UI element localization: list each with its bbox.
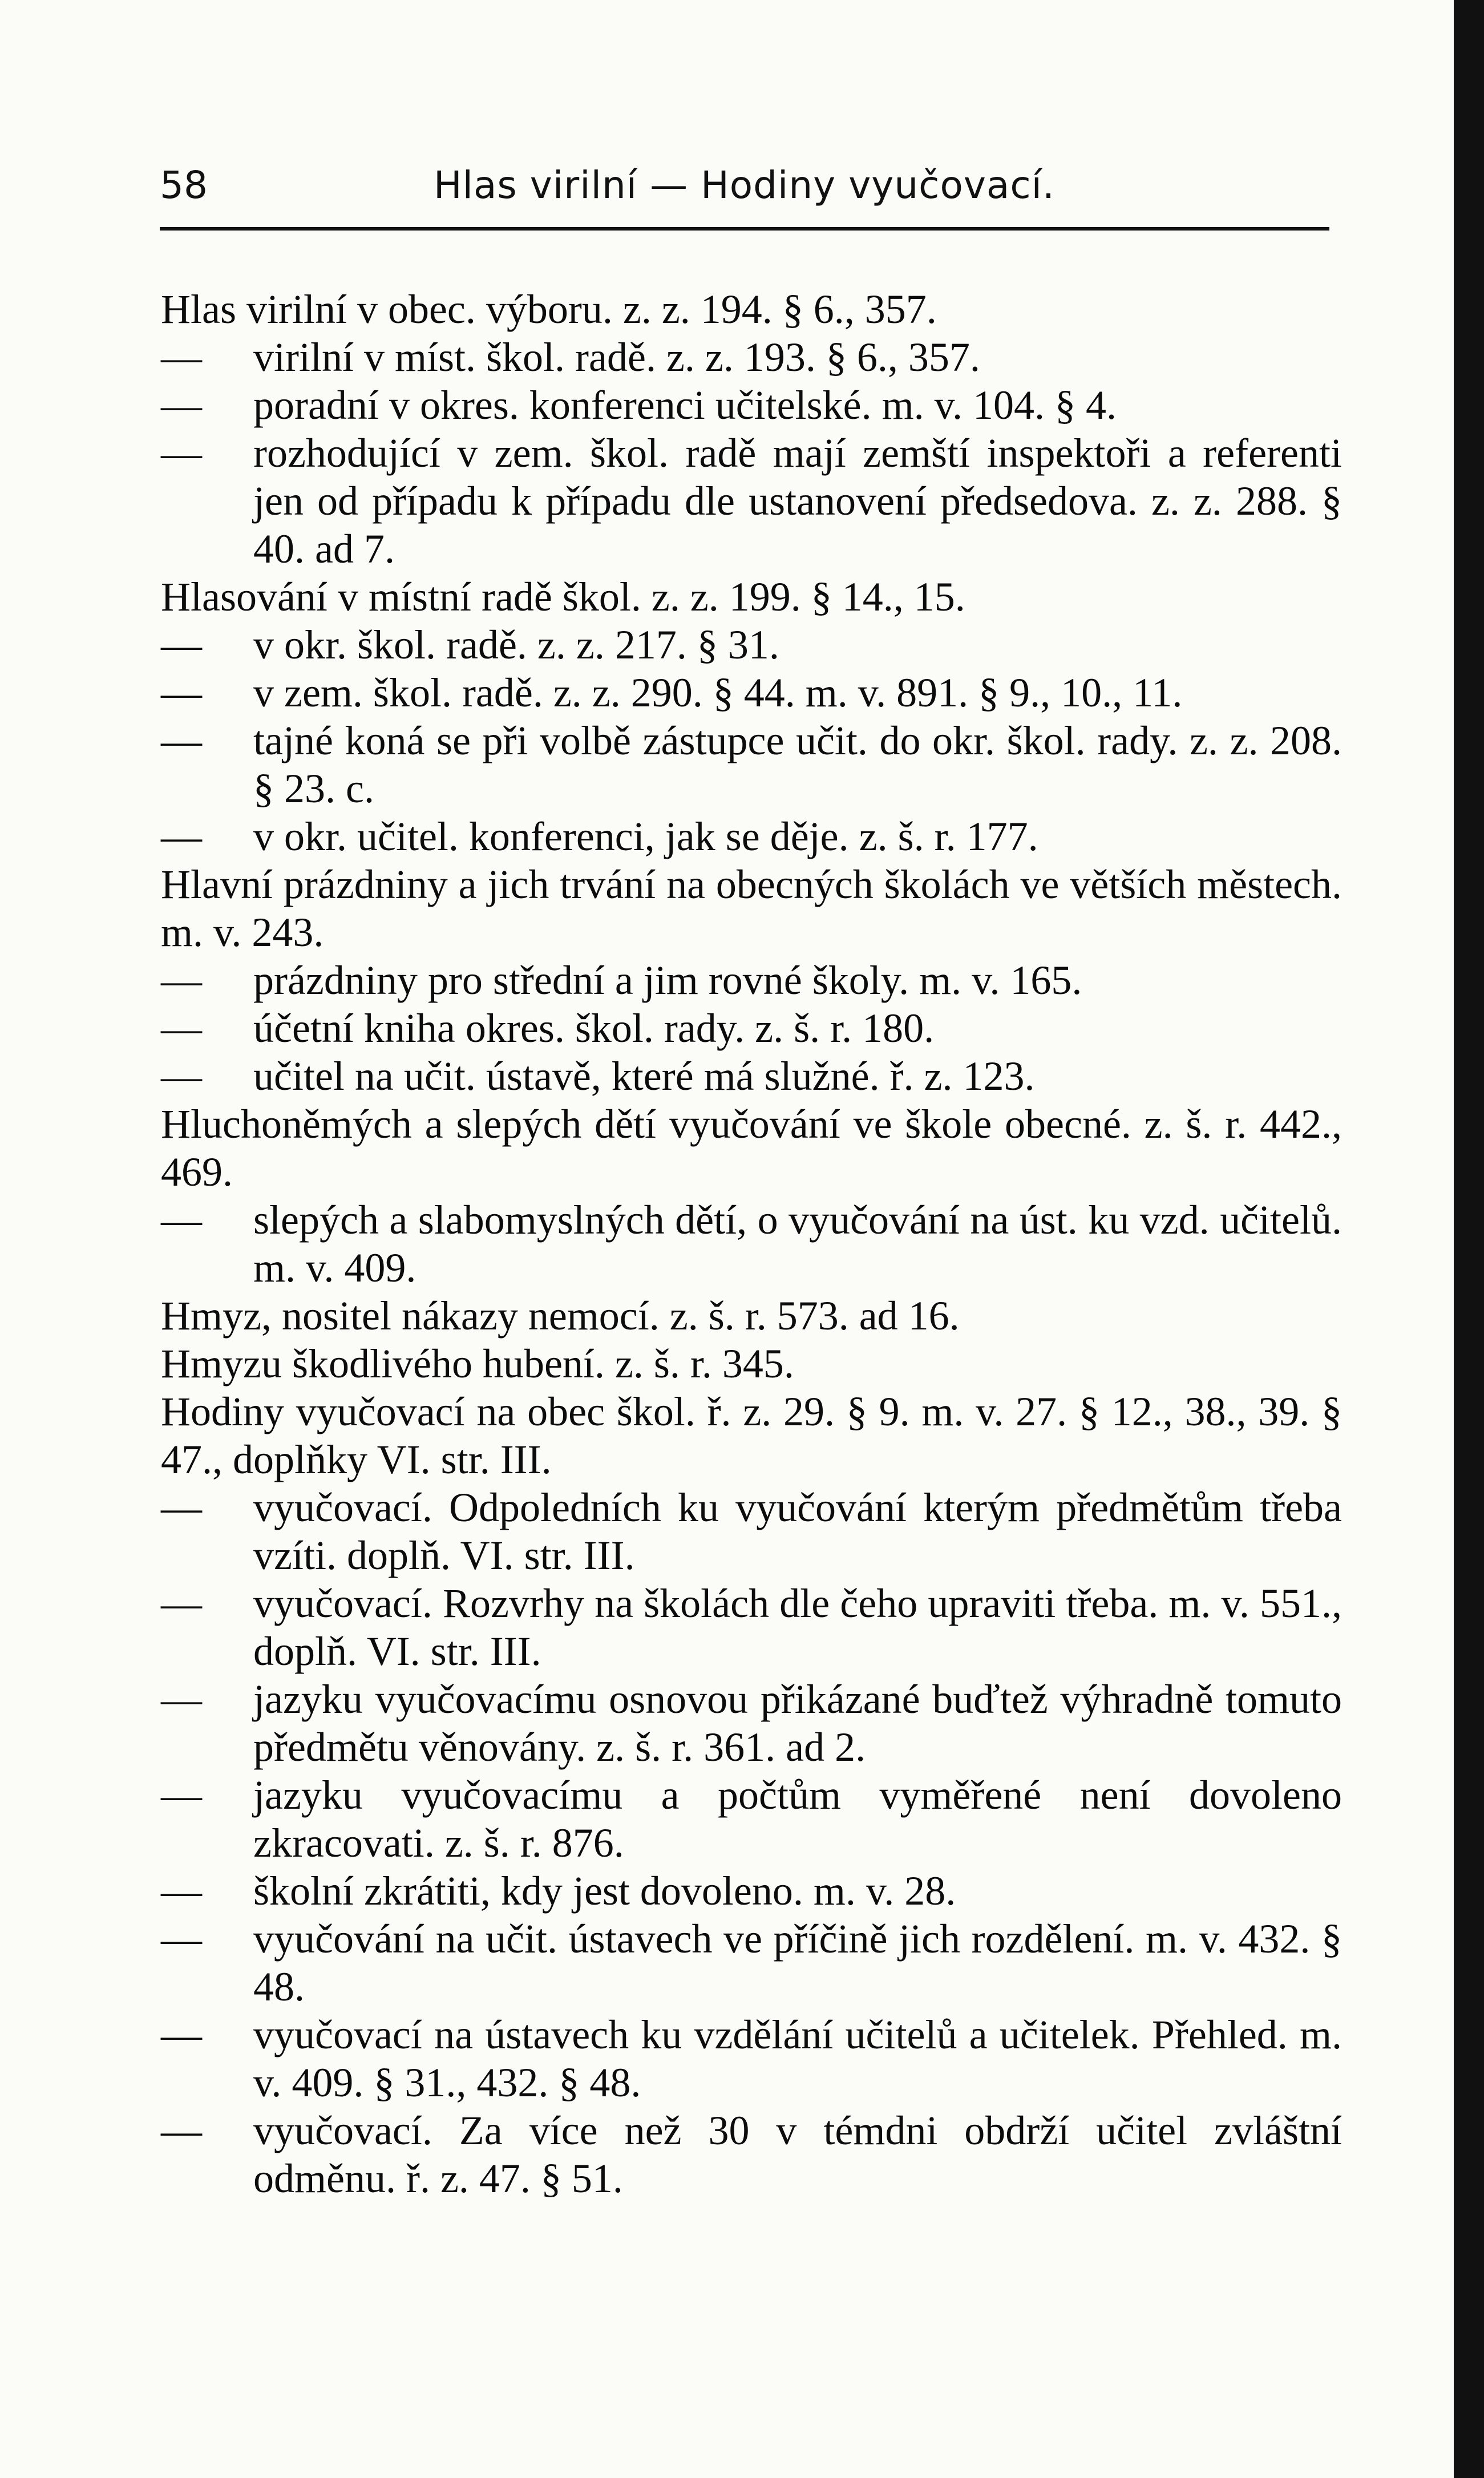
running-title: Hlas virilní — Hodiny vyučovací. (434, 163, 1055, 207)
index-entry (161, 1388, 1342, 1483)
entry-text: v zem. škol. radě. z. z. 290. § 44. m. v. 891. § 9., 10., 11. (253, 670, 1183, 715)
entry-text: vyučovací. Odpoledních ku vyučování kterým předmětům třeba vzíti. doplň. VI. str. III. (253, 1485, 1342, 1578)
index-subentry (161, 956, 1342, 1004)
index-subentry (161, 1483, 1342, 1579)
dash-marker: — (161, 2108, 202, 2153)
index-entry (161, 1340, 1342, 1388)
entry-text: Hmyzu škodlivého hubení. z. š. r. 345. (161, 1341, 794, 1386)
entry-text: Hlasování v místní radě škol. z. z. 199. § 14., 15. (161, 574, 965, 620)
entry-text: v okr. učitel. konferenci, jak se děje. z. š. r. 177. (253, 814, 1038, 859)
page-number: 58 (160, 163, 208, 207)
page-header (160, 163, 1329, 225)
entry-text: jazyku vyučovacímu osnovou přikázané buďtež výhradně tomuto předmětu věnovány. z. š. r. 361. ad 2. (253, 1676, 1342, 1770)
dash-marker: — (161, 957, 202, 1003)
index-subentry (161, 1867, 1342, 1915)
index-subentry (161, 717, 1342, 812)
index-subentry (161, 2011, 1342, 2107)
entry-text: jazyku vyučovacímu a počtům vyměřené není dovoleno zkracovati. z. š. r. 876. (253, 1772, 1342, 1866)
entry-text: účetní kniha okres. škol. rady. z. š. r. 180. (253, 1005, 935, 1051)
entry-text: učitel na učit. ústavě, které má služné. ř. z. 123. (253, 1053, 1035, 1099)
scan-dark-edge (1454, 0, 1484, 2478)
index-subentry (161, 429, 1342, 573)
dash-marker: — (161, 622, 202, 668)
index-entry (161, 1100, 1342, 1196)
entry-text: školní zkrátiti, kdy jest dovoleno. m. v. 28. (253, 1868, 956, 1914)
index-subentry (161, 669, 1342, 717)
index-subentry (161, 333, 1342, 381)
index-entry (161, 1292, 1342, 1340)
entry-text: poradní v okres. konferenci učitelské. m. v. 104. § 4. (253, 382, 1117, 428)
header-rule (160, 227, 1329, 231)
index-entry (161, 285, 1342, 333)
dash-marker: — (161, 1676, 202, 1722)
entry-text: virilní v míst. škol. radě. z. z. 193. § 6., 357. (253, 334, 980, 380)
dash-marker: — (161, 670, 202, 715)
dash-marker: — (161, 382, 202, 428)
entry-text: Hlas virilní v obec. výboru. z. z. 194. § 6., 357. (161, 286, 937, 332)
index-subentry (161, 1675, 1342, 1771)
index-entries (161, 285, 1342, 2202)
index-subentry (161, 1052, 1342, 1100)
dash-marker: — (161, 2012, 202, 2057)
entry-text: Hodiny vyučovací na obec škol. ř. z. 29. § 9. m. v. 27. § 12., 38., 39. § 47., doplňky VI. str. III. (161, 1389, 1342, 1482)
index-subentry (161, 812, 1342, 860)
entry-text: slepých a slabomyslných dětí, o vyučování na úst. ku vzd. učitelů. m. v. 409. (253, 1197, 1342, 1291)
entry-text: Hmyz, nositel nákazy nemocí. z. š. r. 573. ad 16. (161, 1293, 960, 1339)
dash-marker: — (161, 430, 202, 476)
index-entry (161, 573, 1342, 621)
index-subentry (161, 1579, 1342, 1675)
dash-marker: — (161, 334, 202, 380)
index-entry (161, 860, 1342, 956)
dash-marker: — (161, 1772, 202, 1818)
entry-text: v okr. škol. radě. z. z. 217. § 31. (253, 622, 779, 668)
dash-marker: — (161, 1197, 202, 1243)
index-subentry (161, 1196, 1342, 1292)
dash-marker: — (161, 718, 202, 763)
dash-marker: — (161, 1485, 202, 1530)
dash-marker: — (161, 814, 202, 859)
index-subentry (161, 1771, 1342, 1867)
index-subentry (161, 381, 1342, 429)
entry-text: Hluchoněmých a slepých dětí vyučování ve škole obecné. z. š. r. 442., 469. (161, 1101, 1342, 1195)
entry-text: vyučovací na ústavech ku vzdělání učitelů a učitelek. Přehled. m. v. 409. § 31., 432. § 48. (253, 2012, 1342, 2105)
dash-marker: — (161, 1916, 202, 1962)
dash-marker: — (161, 1580, 202, 1626)
dash-marker: — (161, 1005, 202, 1051)
entry-text: rozhodující v zem. škol. radě mají zemští inspektoři a referenti jen od případu k případu dle ustanovení předsedova. z. z. 288. § 40. ad 7. (253, 430, 1342, 572)
index-subentry (161, 1915, 1342, 2011)
entry-text: vyučování na učit. ústavech ve příčině jich rozdělení. m. v. 432. § 48. (253, 1916, 1342, 2010)
entry-text: tajné koná se při volbě zástupce učit. do okr. škol. rady. z. z. 208. § 23. c. (253, 718, 1342, 811)
entry-text: prázdniny pro střední a jim rovné školy. m. v. 165. (253, 957, 1082, 1003)
dash-marker: — (161, 1053, 202, 1099)
index-subentry (161, 2107, 1342, 2202)
index-subentry (161, 1004, 1342, 1052)
dash-marker: — (161, 1868, 202, 1914)
index-subentry (161, 621, 1342, 669)
entry-text: vyučovací. Rozvrhy na školách dle čeho upraviti třeba. m. v. 551., doplň. VI. str. III. (253, 1580, 1342, 1674)
entry-text: Hlavní prázdniny a jich trvání na obecných školách ve větších městech. m. v. 243. (161, 862, 1342, 955)
entry-text: vyučovací. Za více než 30 v témdni obdrží učitel zvláštní odměnu. ř. z. 47. § 51. (253, 2108, 1342, 2201)
